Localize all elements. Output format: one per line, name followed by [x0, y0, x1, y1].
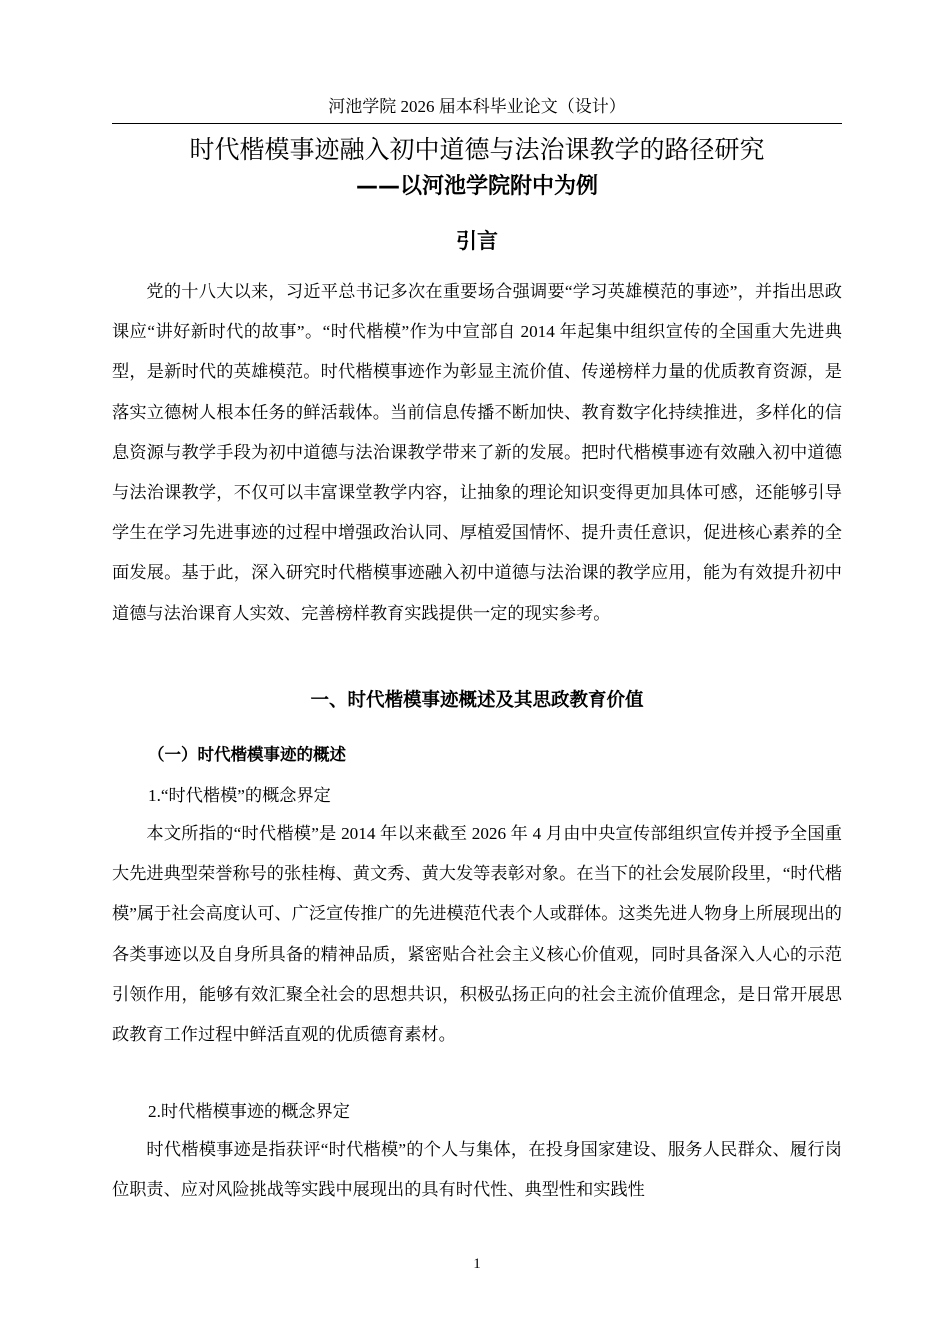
- section-heading: 一、时代楷模事迹概述及其思政教育价值: [310, 690, 644, 711]
- subsection-heading: （一）时代楷模事迹的概述: [148, 745, 346, 764]
- introduction-body: [112, 272, 842, 634]
- item-body-1: [112, 814, 842, 1055]
- thesis-subtitle: ——以河池学院附中为例: [355, 174, 598, 199]
- item-body-2: [112, 1130, 842, 1210]
- item-heading-1: 1.“时代楷模”的概念界定: [148, 786, 331, 805]
- item-heading-2: 2.时代楷模事迹的概念界定: [148, 1102, 350, 1121]
- introduction-paragraph: 党的十八大以来，习近平总书记多次在重要场合强调要“学习英雄模范的事迹”，并指出思政课应“讲好新时代的故事”。“时代楷模”作为中宣部自 2014 年起集中组织宣传的全国重大先进典型，是新时代的英雄模范。时代楷模事迹作为彰显主流价值、传递榜样力量的优质教育资源，是落实立德树人根本任务的鲜活载体。当前信息传播不断加快、教育数字化持续推进，多样化的信息资源与教学手段为初中道德与法治课教学带来了新的发展。把时代楷模事迹有效融入初中道德与法治课教学，不仅可以丰富课堂教学内容，让抽象的理论知识变得更加具体可感，还能够引导学生在学习先进事迹的过程中增强政治认同、厚植爱国情怀、提升责任意识，促进核心素养的全面发展。基于此，深入研究时代楷模事迹融入初中道德与法治课的教学应用，能为有效提升初中道德与法治课育人实效、完善榜样教育实践提供一定的现实参考。: [112, 282, 842, 623]
- item-paragraph-1: 本文所指的“时代楷模”是 2014 年以来截至 2026 年 4 月由中央宣传部组织宣传并授予全国重大先进典型荣誉称号的张桂梅、黄文秀、黄大发等表彰对象。在当下的社会发展阶段里，“时代楷模”属于社会高度认可、广泛宣传推广的先进模范代表个人或群体。这类先进人物身上所展现出的各类事迹以及自身所具备的精神品质，紧密贴合社会主义核心价值观，同时具备深入人心的示范引领作用，能够有效汇聚全社会的思想共识，积极弘扬正向的社会主流价值理念，是日常开展思政教育工作过程中鲜活直观的优质德育素材。: [112, 824, 842, 1045]
- running-header: 河池学院 2026 届本科毕业论文（设计）: [328, 97, 626, 116]
- page-number: 1: [473, 1256, 481, 1272]
- thesis-title: 时代楷模事迹融入初中道德与法治课教学的路径研究: [189, 135, 765, 164]
- introduction-heading: 引言: [456, 229, 498, 253]
- header-divider: [112, 123, 842, 124]
- item-paragraph-2: 时代楷模事迹是指获评“时代楷模”的个人与集体，在投身国家建设、服务人民群众、履行岗位职责、应对风险挑战等实践中展现出的具有时代性、典型性和实践性: [112, 1140, 842, 1200]
